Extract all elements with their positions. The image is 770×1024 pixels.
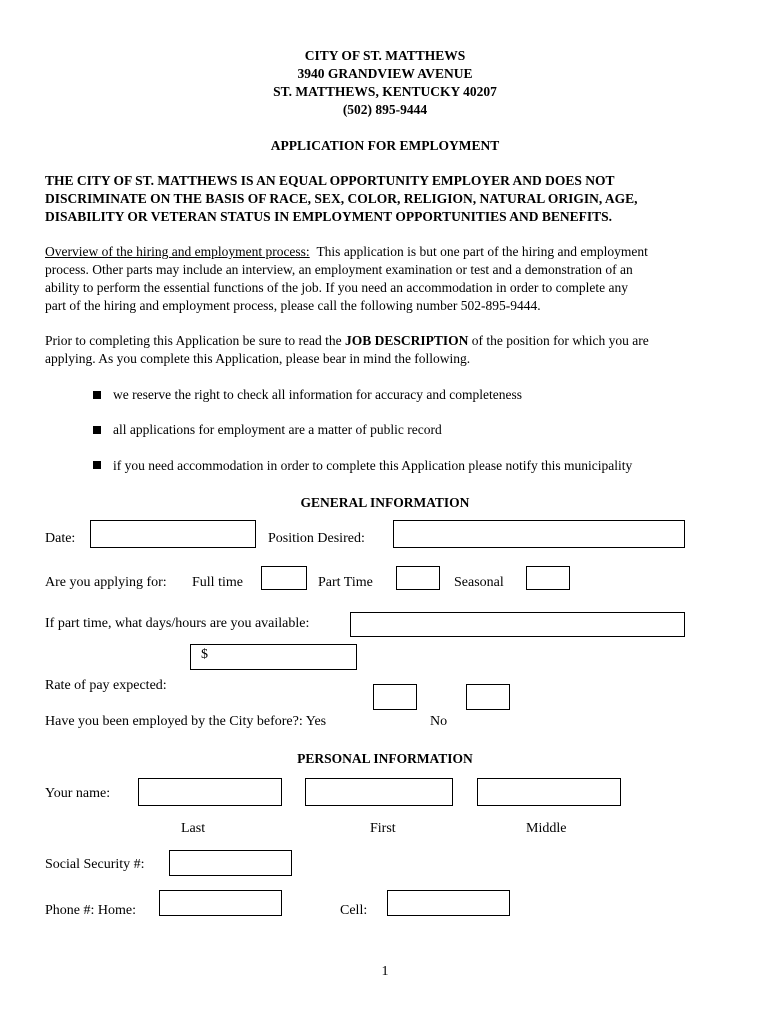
cell-phone-field[interactable]	[387, 890, 510, 916]
position-desired-label: Position Desired:	[268, 531, 365, 546]
overview-line-4: part of the hiring and employment process, please call the following number 502-895-9444.	[45, 298, 541, 313]
overview-line-3: ability to perform the essential functions of the job. If you need an accommodation in order to complete any	[45, 280, 628, 295]
last-name-field[interactable]	[138, 778, 282, 806]
street-address: 3940 GRANDVIEW AVENUE	[297, 66, 473, 81]
seasonal-label: Seasonal	[454, 575, 504, 590]
dollar-sign: $	[201, 647, 208, 662]
prior-text-before: Prior to completing this Application be sure to read the	[45, 333, 342, 348]
part-time-checkbox[interactable]	[396, 566, 440, 590]
bullet-square-icon	[93, 461, 101, 469]
job-description-emphasis: JOB DESCRIPTION	[344, 333, 469, 348]
full-time-label: Full time	[192, 575, 243, 590]
home-phone-field[interactable]	[159, 890, 282, 916]
part-time-label: Part Time	[318, 575, 373, 590]
prior-line-1	[45, 332, 735, 350]
eeo-line-2: DISCRIMINATE ON THE BASIS OF RACE, SEX, COLOR, RELIGION, NATURAL ORIGIN, AGE,	[45, 191, 638, 206]
seasonal-checkbox[interactable]	[526, 566, 570, 590]
applying-for-label: Are you applying for:	[45, 575, 167, 590]
prior-line-2: applying. As you complete this Application, please bear in mind the following.	[45, 351, 471, 366]
bullet-square-icon	[93, 391, 101, 399]
middle-name-caption: Middle	[526, 821, 567, 836]
page-title: APPLICATION FOR EMPLOYMENT	[270, 138, 500, 153]
city-state-zip: ST. MATTHEWS, KENTUCKY 40207	[273, 84, 497, 99]
bullet-square-icon	[93, 426, 101, 434]
ssn-label: Social Security #:	[45, 857, 145, 872]
bullet-item: we reserve the right to check all information for accuracy and completeness	[113, 387, 522, 402]
overview-line-2: process. Other parts may include an interview, an employment examination or test and a demonstration of an	[45, 262, 633, 277]
eeo-line-1: THE CITY OF ST. MATTHEWS IS AN EQUAL OPPORTUNITY EMPLOYER AND DOES NOT	[45, 173, 615, 188]
bullet-item: all applications for employment are a matter of public record	[113, 422, 442, 437]
city-phone: (502) 895-9444	[342, 102, 428, 117]
personal-info-heading: PERSONAL INFORMATION	[297, 751, 473, 766]
first-name-caption: First	[370, 821, 396, 836]
employed-before-label: Have you been employed by the City before?: Yes	[45, 714, 327, 729]
overview-line-1-text: This application is but one part of the hiring and employment	[316, 244, 648, 259]
employed-no-checkbox[interactable]	[466, 684, 510, 710]
date-label: Date:	[45, 531, 76, 546]
ssn-field[interactable]	[169, 850, 292, 876]
employed-no-label: No	[430, 714, 448, 729]
general-info-heading: GENERAL INFORMATION	[300, 495, 470, 510]
rate-of-pay-label: Rate of pay expected:	[45, 678, 167, 693]
days-hours-field[interactable]	[350, 612, 685, 637]
bullet-item: if you need accommodation in order to complete this Application please notify this municipality	[113, 458, 633, 473]
first-name-field[interactable]	[305, 778, 453, 806]
full-time-checkbox[interactable]	[261, 566, 307, 590]
city-name: CITY OF ST. MATTHEWS	[304, 48, 466, 63]
page-number: 1	[381, 964, 389, 979]
position-desired-field[interactable]	[393, 520, 685, 548]
rate-of-pay-field[interactable]	[190, 644, 357, 670]
prior-text-after: of the position for which you are	[471, 333, 649, 348]
middle-name-field[interactable]	[477, 778, 621, 806]
overview-heading: Overview of the hiring and employment process:	[45, 244, 310, 259]
days-hours-label: If part time, what days/hours are you available:	[45, 616, 310, 631]
employed-yes-checkbox[interactable]	[373, 684, 417, 710]
last-name-caption: Last	[181, 821, 206, 836]
date-field[interactable]	[90, 520, 256, 548]
your-name-label: Your name:	[45, 786, 111, 801]
eeo-line-3: DISABILITY OR VETERAN STATUS IN EMPLOYMENT OPPORTUNITIES AND BENEFITS.	[45, 209, 613, 224]
home-phone-label: Phone #: Home:	[45, 903, 136, 918]
cell-phone-label: Cell:	[340, 903, 368, 918]
overview-line-1	[45, 243, 735, 261]
